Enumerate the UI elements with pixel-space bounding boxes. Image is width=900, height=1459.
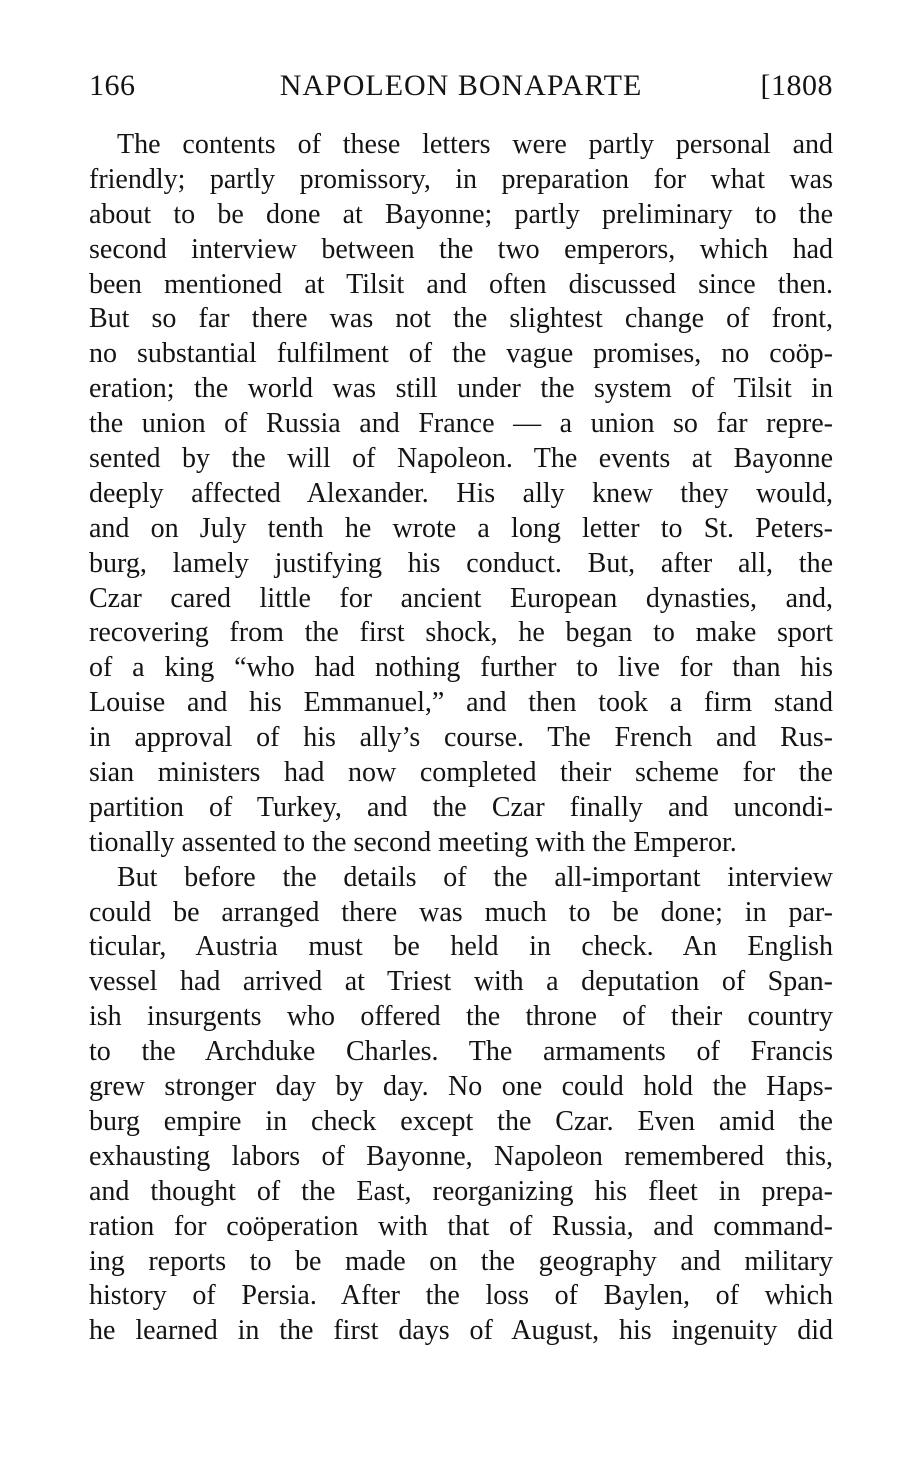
text-line: history of Persia. After the loss of Baylen, of which <box>89 1280 833 1312</box>
text-line: could be arranged there was much to be done; in par- <box>89 896 833 928</box>
text-line: ing reports to be made on the geography and military <box>89 1245 833 1277</box>
text-line: ticular, Austria must be held in check. An English <box>89 931 833 963</box>
text-line: But so far there was not the slightest change of front, <box>89 303 833 335</box>
text-line: to the Archduke Charles. The armaments of Francis <box>89 1036 833 1068</box>
text-line: burg empire in check except the Czar. Even amid the <box>89 1105 833 1137</box>
text-line: sian ministers had now completed their scheme for the <box>89 757 833 789</box>
text-line: The contents of these letters were partly personal and <box>117 129 833 160</box>
body-text <box>89 128 833 1349</box>
text-line: been mentioned at Tilsit and often discussed since then. <box>89 268 833 300</box>
text-line: ish insurgents who offered the throne of their country <box>89 1001 833 1033</box>
text-line: Czar cared little for ancient European dynasties, and, <box>89 582 833 614</box>
text-line: and thought of the East, reorganizing his fleet in prepa- <box>89 1175 833 1207</box>
text-line: and on July tenth he wrote a long letter to St. Peters- <box>89 512 833 544</box>
text-line: grew stronger day by day. No one could hold the Haps- <box>89 1071 833 1103</box>
text-line: burg, lamely justifying his conduct. But, after all, the <box>89 547 833 579</box>
text-line: tionally assented to the second meeting with the Emperor. <box>89 826 737 858</box>
text-line: of a king “who had nothing further to live for than his <box>89 652 833 684</box>
text-line: vessel had arrived at Triest with a deputation of Span- <box>89 966 833 998</box>
text-line: ration for coöperation with that of Russia, and command- <box>89 1210 833 1242</box>
running-head <box>89 64 833 108</box>
running-year: [1808 <box>760 69 833 102</box>
text-line: in approval of his ally’s course. The French and Rus- <box>89 722 833 754</box>
text-line: exhausting labors of Bayonne, Napoleon remembered this, <box>89 1140 833 1172</box>
text-line: second interview between the two emperors, which had <box>89 233 833 265</box>
text-line: no substantial fulfilment of the vague promises, no coöp- <box>89 338 833 370</box>
paragraph-2 <box>89 861 833 1349</box>
paragraph-1 <box>89 128 833 861</box>
page-number: 166 <box>89 69 136 102</box>
text-line: partition of Turkey, and the Czar finally and uncondi- <box>89 791 833 823</box>
running-title: NAPOLEON BONAPARTE <box>279 69 643 102</box>
text-line: about to be done at Bayonne; partly preliminary to the <box>89 198 833 230</box>
text-line: But before the details of the all-important interview <box>117 861 833 893</box>
text-line: recovering from the first shock, he began to make sport <box>89 617 833 649</box>
text-line: the union of Russia and France — a union so far repre- <box>89 408 833 440</box>
text-line: sented by the will of Napoleon. The events at Bayonne <box>89 443 833 475</box>
text-line: he learned in the first days of August, his ingenuity did <box>89 1315 833 1347</box>
text-line: Louise and his Emmanuel,” and then took a firm stand <box>89 687 833 719</box>
text-line: eration; the world was still under the system of Tilsit in <box>89 373 833 405</box>
text-line: friendly; partly promissory, in preparation for what was <box>89 163 833 195</box>
text-line: deeply affected Alexander. His ally knew they would, <box>89 477 833 509</box>
